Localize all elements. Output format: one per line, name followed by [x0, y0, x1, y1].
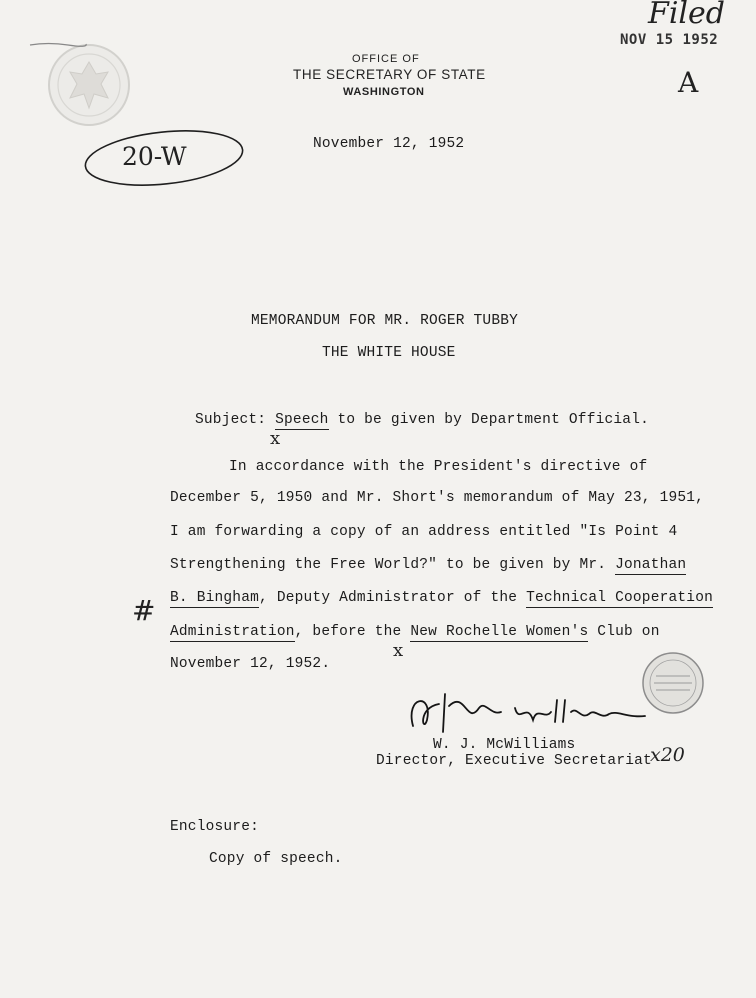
hash-mark: #	[132, 594, 156, 627]
x20-mark: x20	[650, 744, 685, 766]
signatory-name: W. J. McWilliams	[433, 737, 576, 753]
subject-line	[195, 412, 649, 428]
body-line-7: November 12, 1952.	[170, 656, 331, 672]
memo-date: November 12, 1952	[313, 136, 465, 152]
underlined-jonathan: Jonathan	[615, 557, 687, 573]
body-line-2: December 5, 1950 and Mr. Short's memorandum of May 23, 1951,	[170, 490, 705, 506]
letterhead-city: WASHINGTON	[343, 86, 425, 98]
body-line-6-text: , before the	[294, 624, 402, 640]
body-line-4	[170, 557, 686, 573]
body-line-1: In accordance with the President's directive of	[229, 459, 648, 475]
top-left-scratch	[28, 40, 88, 50]
underlined-new-rochelle: New Rochelle Women's	[410, 624, 589, 640]
filed-handwriting: Filed	[648, 0, 725, 31]
x-mark-subject: x	[270, 428, 281, 449]
enclosure-item: Copy of speech.	[209, 851, 343, 867]
subject-text: to be given by Department Official.	[337, 412, 650, 428]
seal-icon	[46, 42, 132, 128]
file-code: 20-W	[122, 142, 187, 171]
signatory-title: Director, Executive Secretariat	[376, 753, 652, 769]
handwritten-letter-a: A	[678, 66, 699, 99]
underlined-technical-cooperation: Technical Cooperation	[526, 590, 714, 606]
signature-scrawl	[405, 686, 655, 738]
memo-recipient: THE WHITE HOUSE	[322, 345, 456, 361]
letterhead-office: OFFICE OF	[352, 53, 420, 65]
body-line-6	[170, 624, 660, 640]
enclosure-label: Enclosure:	[170, 819, 260, 835]
subject-keyword: Speech	[275, 412, 329, 428]
letterhead-secretary: THE SECRETARY OF STATE	[293, 67, 486, 82]
x-mark-body: x	[393, 640, 404, 661]
body-line-6-end: Club on	[597, 624, 660, 640]
body-line-5	[170, 590, 713, 606]
memo-heading: MEMORANDUM FOR MR. ROGER TUBBY	[251, 313, 519, 329]
body-line-3: I am forwarding a copy of an address entitled "Is Point 4	[170, 524, 678, 540]
body-line-5-text: , Deputy Administrator of the	[259, 590, 518, 606]
filed-date-stamp: NOV 15 1952	[620, 32, 719, 48]
subject-label: Subject:	[195, 412, 267, 428]
underlined-bingham: B. Bingham	[170, 590, 260, 606]
underlined-administration: Administration	[170, 624, 295, 640]
body-line-4-text: Strengthening the Free World?" to be given by Mr.	[170, 557, 607, 573]
